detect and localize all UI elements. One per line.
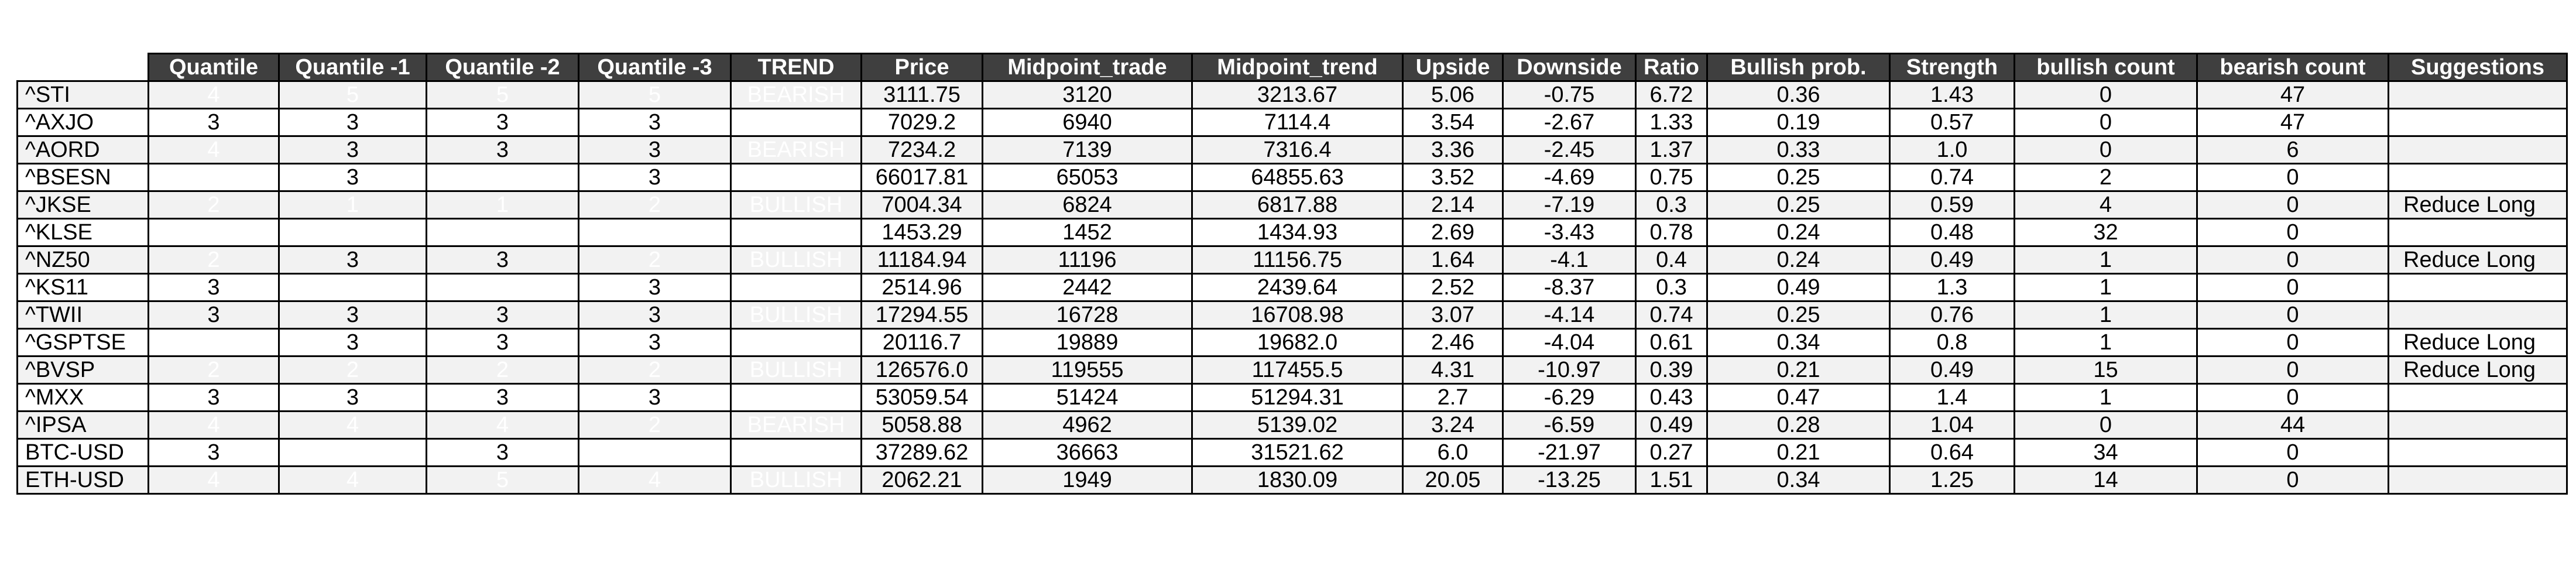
cell-midpoint-trade: 2442 (983, 274, 1192, 301)
cell-bullish-count: 0 (2015, 109, 2197, 136)
cell-midpoint-trade: 1452 (983, 219, 1192, 246)
cell-ticker: ^GSPTSE (18, 329, 149, 356)
cell-downside: -0.75 (1503, 81, 1636, 109)
header-downside: Downside (1503, 54, 1636, 81)
cell-trend: BULLISH (731, 384, 862, 412)
table-row (18, 81, 2567, 109)
cell-bullish-prob: 0.19 (1707, 109, 1890, 136)
cell-bearish-count: 44 (2197, 412, 2389, 439)
cell-ticker: BTC-USD (18, 439, 149, 467)
cell-ratio: 1.51 (1636, 467, 1707, 494)
cell-quantile-2: 3 (427, 384, 579, 412)
header-bullish-prob: Bullish prob. (1707, 54, 1890, 81)
cell-bearish-count: 0 (2197, 164, 2389, 191)
cell-price: 2062.21 (862, 467, 983, 494)
cell-trend: BEARISH (731, 81, 862, 109)
cell-suggestion (2389, 109, 2567, 136)
cell-bearish-count: 0 (2197, 384, 2389, 412)
table-container (16, 53, 2568, 495)
cell-quantile-1: 5 (279, 81, 427, 109)
cell-suggestion (2389, 301, 2567, 329)
cell-ticker: ^BVSP (18, 356, 149, 384)
cell-quantile-3: 2 (579, 356, 731, 384)
header-ratio: Ratio (1636, 54, 1707, 81)
cell-trend: BULLISH (731, 274, 862, 301)
cell-strength: 1.43 (1890, 81, 2015, 109)
cell-strength: 1.0 (1890, 136, 2015, 164)
cell-strength: 0.48 (1890, 219, 2015, 246)
cell-quantile: 4 (149, 164, 279, 191)
cell-quantile: 3 (149, 274, 279, 301)
cell-bullish-prob: 0.49 (1707, 274, 1890, 301)
table-row (18, 301, 2567, 329)
cell-trend: BULLISH (731, 467, 862, 494)
cell-midpoint-trade: 7139 (983, 136, 1192, 164)
cell-bullish-count: 1 (2015, 274, 2197, 301)
cell-suggestion (2389, 384, 2567, 412)
cell-midpoint-trade: 3120 (983, 81, 1192, 109)
cell-quantile-3: 3 (579, 384, 731, 412)
cell-strength: 0.8 (1890, 329, 2015, 356)
cell-bullish-prob: 0.24 (1707, 219, 1890, 246)
cell-downside: -6.59 (1503, 412, 1636, 439)
cell-midpoint-trend: 1434.93 (1192, 219, 1403, 246)
cell-ratio: 1.37 (1636, 136, 1707, 164)
cell-price: 53059.54 (862, 384, 983, 412)
cell-midpoint-trend: 11156.75 (1192, 246, 1403, 274)
cell-bullish-prob: 0.34 (1707, 329, 1890, 356)
cell-quantile-3: 3 (579, 329, 731, 356)
cell-quantile-2: 3 (427, 439, 579, 467)
cell-trend: BULLISH (731, 301, 862, 329)
cell-midpoint-trade: 16728 (983, 301, 1192, 329)
cell-midpoint-trend: 7316.4 (1192, 136, 1403, 164)
cell-quantile: 2 (149, 329, 279, 356)
cell-quantile-3: 4 (579, 467, 731, 494)
table-row (18, 246, 2567, 274)
cell-midpoint-trend: 117455.5 (1192, 356, 1403, 384)
cell-bullish-count: 32 (2015, 219, 2197, 246)
cell-quantile: 2 (149, 356, 279, 384)
cell-ratio: 0.39 (1636, 356, 1707, 384)
cell-suggestion: Reduce Long (2389, 329, 2567, 356)
cell-bullish-count: 14 (2015, 467, 2197, 494)
cell-upside: 3.52 (1403, 164, 1503, 191)
table-row (18, 136, 2567, 164)
cell-downside: -2.45 (1503, 136, 1636, 164)
header-quantile-2: Quantile -2 (427, 54, 579, 81)
cell-price: 5058.88 (862, 412, 983, 439)
cell-ratio: 0.49 (1636, 412, 1707, 439)
cell-bearish-count: 0 (2197, 301, 2389, 329)
cell-bullish-prob: 0.36 (1707, 81, 1890, 109)
cell-quantile-1: 2 (279, 439, 427, 467)
cell-quantile: 2 (149, 191, 279, 219)
cell-downside: -21.97 (1503, 439, 1636, 467)
cell-strength: 1.04 (1890, 412, 2015, 439)
cell-midpoint-trade: 51424 (983, 384, 1192, 412)
cell-bullish-count: 1 (2015, 384, 2197, 412)
table-row (18, 356, 2567, 384)
cell-quantile-2: 3 (427, 136, 579, 164)
header-trend: TREND (731, 54, 862, 81)
cell-strength: 1.3 (1890, 274, 2015, 301)
cell-quantile: 4 (149, 136, 279, 164)
cell-ratio: 6.72 (1636, 81, 1707, 109)
cell-quantile-2: 2 (427, 274, 579, 301)
cell-bullish-prob: 0.33 (1707, 136, 1890, 164)
cell-midpoint-trade: 11196 (983, 246, 1192, 274)
cell-ticker: ^JKSE (18, 191, 149, 219)
cell-quantile: 4 (149, 412, 279, 439)
cell-bullish-prob: 0.47 (1707, 384, 1890, 412)
cell-quantile-1: 3 (279, 109, 427, 136)
cell-downside: -6.29 (1503, 384, 1636, 412)
cell-quantile-3: 2 (579, 191, 731, 219)
cell-upside: 3.54 (1403, 109, 1503, 136)
cell-midpoint-trade: 19889 (983, 329, 1192, 356)
cell-trend: BEARISH (731, 109, 862, 136)
cell-bullish-prob: 0.24 (1707, 246, 1890, 274)
table-row (18, 274, 2567, 301)
cell-midpoint-trade: 6940 (983, 109, 1192, 136)
cell-ratio: 0.4 (1636, 246, 1707, 274)
cell-price: 1453.29 (862, 219, 983, 246)
cell-bearish-count: 0 (2197, 467, 2389, 494)
cell-suggestion (2389, 136, 2567, 164)
cell-quantile-1: 3 (279, 384, 427, 412)
header-suggestions: Suggestions (2389, 54, 2567, 81)
cell-downside: -13.25 (1503, 467, 1636, 494)
cell-quantile-3: 3 (579, 164, 731, 191)
cell-price: 17294.55 (862, 301, 983, 329)
cell-ticker: ^BSESN (18, 164, 149, 191)
cell-strength: 1.25 (1890, 467, 2015, 494)
table-row (18, 191, 2567, 219)
cell-quantile-3: 3 (579, 274, 731, 301)
cell-bullish-count: 2 (2015, 164, 2197, 191)
cell-downside: -8.37 (1503, 274, 1636, 301)
cell-quantile-1: 1 (279, 191, 427, 219)
cell-bearish-count: 0 (2197, 219, 2389, 246)
cell-upside: 2.7 (1403, 384, 1503, 412)
cell-suggestion (2389, 439, 2567, 467)
cell-upside: 3.07 (1403, 301, 1503, 329)
cell-ticker: ^MXX (18, 384, 149, 412)
cell-bearish-count: 0 (2197, 329, 2389, 356)
cell-quantile-2: 5 (427, 81, 579, 109)
cell-ticker: ^AORD (18, 136, 149, 164)
cell-upside: 4.31 (1403, 356, 1503, 384)
cell-quantile: 3 (149, 439, 279, 467)
table-row (18, 467, 2567, 494)
cell-midpoint-trend: 2439.64 (1192, 274, 1403, 301)
cell-quantile-1: 2 (279, 219, 427, 246)
table-row (18, 219, 2567, 246)
cell-bullish-prob: 0.21 (1707, 356, 1890, 384)
cell-quantile-2: 2 (427, 219, 579, 246)
cell-upside: 3.36 (1403, 136, 1503, 164)
table-row (18, 412, 2567, 439)
header-quantile-3: Quantile -3 (579, 54, 731, 81)
cell-suggestion: Reduce Long (2389, 191, 2567, 219)
cell-upside: 2.69 (1403, 219, 1503, 246)
cell-strength: 0.59 (1890, 191, 2015, 219)
cell-trend: BULLISH (731, 164, 862, 191)
cell-quantile-2: 2 (427, 356, 579, 384)
cell-quantile: 4 (149, 81, 279, 109)
cell-strength: 0.74 (1890, 164, 2015, 191)
header-strength: Strength (1890, 54, 2015, 81)
cell-strength: 1.4 (1890, 384, 2015, 412)
cell-quantile-1: 4 (279, 467, 427, 494)
cell-suggestion (2389, 412, 2567, 439)
table-row (18, 384, 2567, 412)
cell-upside: 2.14 (1403, 191, 1503, 219)
cell-downside: -4.1 (1503, 246, 1636, 274)
cell-bearish-count: 47 (2197, 81, 2389, 109)
cell-price: 37289.62 (862, 439, 983, 467)
cell-price: 2514.96 (862, 274, 983, 301)
cell-quantile-1: 2 (279, 274, 427, 301)
cell-bullish-count: 0 (2015, 81, 2197, 109)
cell-midpoint-trade: 6824 (983, 191, 1192, 219)
cell-bearish-count: 0 (2197, 274, 2389, 301)
cell-quantile-3: 2 (579, 412, 731, 439)
cell-trend: BULLISH (731, 246, 862, 274)
cell-bullish-count: 15 (2015, 356, 2197, 384)
cell-trend: BULLISH (731, 329, 862, 356)
cell-trend: BULLISH (731, 439, 862, 467)
cell-downside: -4.04 (1503, 329, 1636, 356)
cell-quantile-3: 3 (579, 136, 731, 164)
cell-bullish-count: 4 (2015, 191, 2197, 219)
header-bearish-count: bearish count (2197, 54, 2389, 81)
cell-bullish-prob: 0.28 (1707, 412, 1890, 439)
cell-price: 7004.34 (862, 191, 983, 219)
cell-quantile-1: 3 (279, 164, 427, 191)
cell-midpoint-trend: 19682.0 (1192, 329, 1403, 356)
cell-midpoint-trade: 65053 (983, 164, 1192, 191)
cell-ratio: 0.3 (1636, 274, 1707, 301)
cell-midpoint-trade: 1949 (983, 467, 1192, 494)
cell-bullish-prob: 0.21 (1707, 439, 1890, 467)
cell-quantile: 2 (149, 219, 279, 246)
cell-suggestion: Reduce Long (2389, 356, 2567, 384)
cell-bullish-count: 0 (2015, 412, 2197, 439)
table-row (18, 164, 2567, 191)
cell-quantile-3: 2 (579, 246, 731, 274)
cell-midpoint-trend: 5139.02 (1192, 412, 1403, 439)
cell-midpoint-trend: 31521.62 (1192, 439, 1403, 467)
cell-downside: -3.43 (1503, 219, 1636, 246)
header-midpoint-trend: Midpoint_trend (1192, 54, 1403, 81)
cell-midpoint-trend: 64855.63 (1192, 164, 1403, 191)
cell-strength: 0.64 (1890, 439, 2015, 467)
header-upside: Upside (1403, 54, 1503, 81)
cell-quantile: 3 (149, 384, 279, 412)
cell-price: 20116.7 (862, 329, 983, 356)
cell-downside: -4.69 (1503, 164, 1636, 191)
cell-price: 7029.2 (862, 109, 983, 136)
cell-midpoint-trend: 6817.88 (1192, 191, 1403, 219)
cell-upside: 6.0 (1403, 439, 1503, 467)
cell-midpoint-trend: 1830.09 (1192, 467, 1403, 494)
cell-ratio: 0.43 (1636, 384, 1707, 412)
cell-quantile-2: 4 (427, 412, 579, 439)
cell-bearish-count: 0 (2197, 191, 2389, 219)
header-quantile: Quantile (149, 54, 279, 81)
cell-quantile-2: 3 (427, 109, 579, 136)
cell-downside: -10.97 (1503, 356, 1636, 384)
cell-quantile-2: 3 (427, 329, 579, 356)
cell-bullish-count: 0 (2015, 136, 2197, 164)
cell-midpoint-trade: 36663 (983, 439, 1192, 467)
cell-suggestion (2389, 274, 2567, 301)
cell-ticker: ^NZ50 (18, 246, 149, 274)
cell-ratio: 1.33 (1636, 109, 1707, 136)
cell-midpoint-trend: 3213.67 (1192, 81, 1403, 109)
quantile-table (16, 53, 2568, 495)
header-index (18, 54, 149, 81)
cell-strength: 0.49 (1890, 356, 2015, 384)
cell-suggestion (2389, 219, 2567, 246)
cell-strength: 0.76 (1890, 301, 2015, 329)
cell-trend: BULLISH (731, 219, 862, 246)
header-price: Price (862, 54, 983, 81)
cell-upside: 3.24 (1403, 412, 1503, 439)
cell-upside: 20.05 (1403, 467, 1503, 494)
cell-ratio: 0.27 (1636, 439, 1707, 467)
cell-midpoint-trend: 7114.4 (1192, 109, 1403, 136)
cell-trend: BULLISH (731, 191, 862, 219)
cell-strength: 0.49 (1890, 246, 2015, 274)
cell-ticker: ^IPSA (18, 412, 149, 439)
cell-bearish-count: 0 (2197, 356, 2389, 384)
cell-downside: -2.67 (1503, 109, 1636, 136)
cell-price: 126576.0 (862, 356, 983, 384)
cell-quantile-2: 1 (427, 191, 579, 219)
cell-quantile: 2 (149, 246, 279, 274)
cell-ticker: ^KS11 (18, 274, 149, 301)
table-row (18, 329, 2567, 356)
cell-midpoint-trend: 16708.98 (1192, 301, 1403, 329)
cell-quantile-3: 4 (579, 219, 731, 246)
cell-midpoint-trade: 4962 (983, 412, 1192, 439)
cell-bullish-prob: 0.25 (1707, 164, 1890, 191)
cell-ratio: 0.3 (1636, 191, 1707, 219)
cell-trend: BEARISH (731, 412, 862, 439)
cell-bullish-count: 34 (2015, 439, 2197, 467)
cell-ticker: ETH-USD (18, 467, 149, 494)
cell-quantile-1: 3 (279, 329, 427, 356)
cell-suggestion (2389, 467, 2567, 494)
cell-ratio: 0.74 (1636, 301, 1707, 329)
header-row (18, 54, 2567, 81)
cell-trend: BEARISH (731, 136, 862, 164)
cell-trend: BULLISH (731, 356, 862, 384)
cell-quantile-3: 3 (579, 301, 731, 329)
cell-quantile-3: 1 (579, 439, 731, 467)
cell-strength: 0.57 (1890, 109, 2015, 136)
header-midpoint-trade: Midpoint_trade (983, 54, 1192, 81)
cell-quantile-2: 3 (427, 301, 579, 329)
cell-bullish-prob: 0.25 (1707, 191, 1890, 219)
cell-quantile-1: 3 (279, 301, 427, 329)
cell-price: 7234.2 (862, 136, 983, 164)
cell-quantile-3: 3 (579, 109, 731, 136)
cell-suggestion (2389, 81, 2567, 109)
cell-bullish-count: 1 (2015, 246, 2197, 274)
cell-bullish-prob: 0.34 (1707, 467, 1890, 494)
cell-ratio: 0.61 (1636, 329, 1707, 356)
cell-quantile: 3 (149, 301, 279, 329)
cell-downside: -7.19 (1503, 191, 1636, 219)
cell-bearish-count: 0 (2197, 439, 2389, 467)
cell-downside: -4.14 (1503, 301, 1636, 329)
cell-quantile-1: 3 (279, 136, 427, 164)
header-quantile-1: Quantile -1 (279, 54, 427, 81)
cell-ratio: 0.78 (1636, 219, 1707, 246)
cell-bearish-count: 47 (2197, 109, 2389, 136)
cell-price: 66017.81 (862, 164, 983, 191)
cell-suggestion: Reduce Long (2389, 246, 2567, 274)
cell-quantile-1: 4 (279, 412, 427, 439)
cell-quantile-2: 4 (427, 164, 579, 191)
cell-ticker: ^AXJO (18, 109, 149, 136)
cell-quantile-2: 3 (427, 246, 579, 274)
cell-quantile: 4 (149, 467, 279, 494)
cell-bullish-count: 1 (2015, 301, 2197, 329)
cell-ticker: ^TWII (18, 301, 149, 329)
cell-upside: 2.52 (1403, 274, 1503, 301)
cell-upside: 5.06 (1403, 81, 1503, 109)
cell-upside: 1.64 (1403, 246, 1503, 274)
cell-quantile-1: 2 (279, 356, 427, 384)
cell-ratio: 0.75 (1636, 164, 1707, 191)
cell-ticker: ^KLSE (18, 219, 149, 246)
header-bullish-count: bullish count (2015, 54, 2197, 81)
cell-quantile-3: 5 (579, 81, 731, 109)
cell-quantile: 3 (149, 109, 279, 136)
cell-price: 3111.75 (862, 81, 983, 109)
cell-midpoint-trade: 119555 (983, 356, 1192, 384)
table-row (18, 439, 2567, 467)
cell-suggestion (2389, 164, 2567, 191)
table-row (18, 109, 2567, 136)
cell-bullish-count: 1 (2015, 329, 2197, 356)
cell-quantile-1: 3 (279, 246, 427, 274)
cell-price: 11184.94 (862, 246, 983, 274)
cell-ticker: ^STI (18, 81, 149, 109)
cell-upside: 2.46 (1403, 329, 1503, 356)
cell-bearish-count: 6 (2197, 136, 2389, 164)
cell-bullish-prob: 0.25 (1707, 301, 1890, 329)
cell-bearish-count: 0 (2197, 246, 2389, 274)
cell-quantile-2: 5 (427, 467, 579, 494)
cell-midpoint-trend: 51294.31 (1192, 384, 1403, 412)
